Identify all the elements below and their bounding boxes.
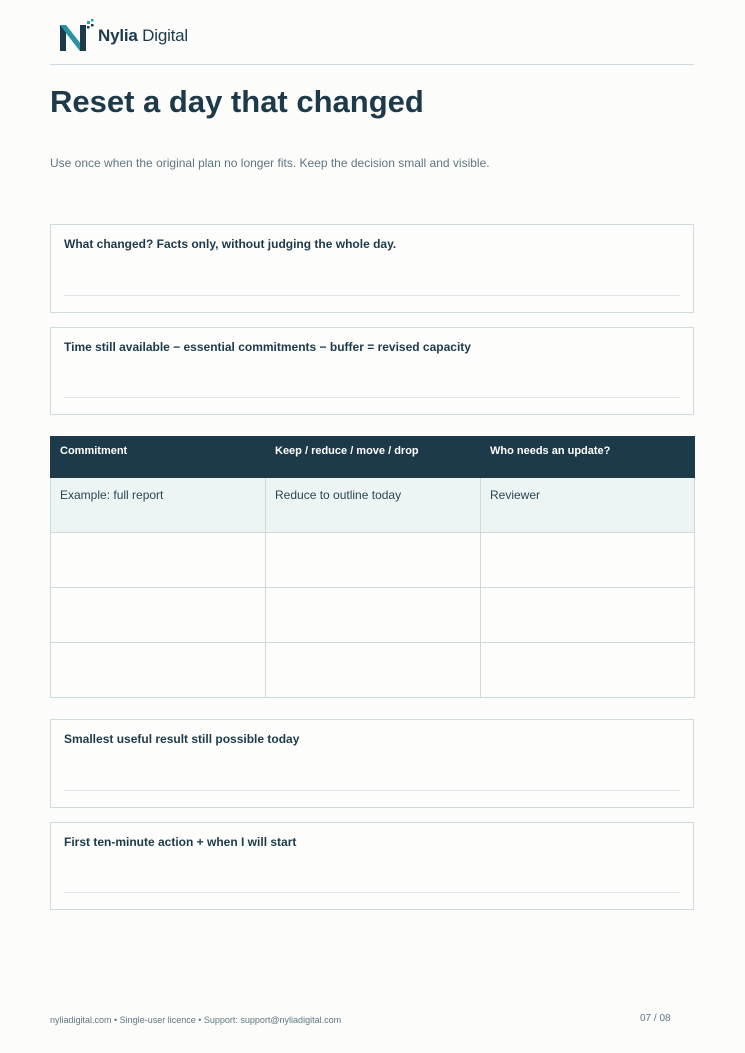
first-action-writing-line: [64, 892, 680, 893]
revised-capacity-box[interactable]: [50, 327, 694, 415]
header-decision: Keep / reduce / move / drop: [266, 437, 481, 478]
decision-cell[interactable]: [266, 533, 481, 588]
revised-capacity-writing-line: [64, 397, 680, 398]
brand-name-light: Digital: [137, 26, 189, 45]
first-action-box[interactable]: [50, 822, 694, 910]
brand-logo: [58, 18, 198, 54]
smallest-result-writing-line: [64, 790, 680, 791]
who-cell[interactable]: [481, 643, 695, 698]
commitment-cell[interactable]: [51, 643, 266, 698]
what-changed-label: What changed? Facts only, without judging the whole day.: [64, 237, 397, 251]
footer-text: nyliadigital.com • Single-user licence • Support: support@nyliadigital.com: [50, 1015, 342, 1025]
decision-cell[interactable]: [266, 588, 481, 643]
what-changed-writing-line: [64, 295, 680, 296]
table-row: [51, 643, 695, 698]
brand-name-bold: Nylia: [98, 26, 138, 45]
table-header-row: [51, 437, 695, 478]
example-who-cell: Reviewer: [481, 478, 695, 533]
who-cell[interactable]: [481, 533, 695, 588]
page-number: 07 / 08: [640, 1013, 671, 1024]
table-row: [51, 533, 695, 588]
table-row-example: [51, 478, 695, 533]
commitment-cell[interactable]: [51, 588, 266, 643]
brand-name: [98, 26, 188, 46]
commitment-cell[interactable]: [51, 533, 266, 588]
header-who-update: Who needs an update?: [481, 437, 695, 478]
example-commitment-cell: Example: full report: [51, 478, 266, 533]
header-divider: [50, 64, 694, 65]
page-subtitle: Use once when the original plan no longer fits. Keep the decision small and visible.: [50, 156, 490, 170]
header-commitment: Commitment: [51, 437, 266, 478]
page-title: Reset a day that changed: [50, 84, 424, 119]
decision-cell[interactable]: [266, 643, 481, 698]
smallest-result-label: Smallest useful result still possible today: [64, 732, 300, 746]
what-changed-box[interactable]: [50, 224, 694, 313]
nylia-logo-icon: [58, 19, 94, 53]
commitments-table: [50, 436, 695, 698]
revised-capacity-label: Time still available − essential commitments − buffer = revised capacity: [64, 340, 471, 354]
example-decision-cell: Reduce to outline today: [266, 478, 481, 533]
table-row: [51, 588, 695, 643]
smallest-result-box[interactable]: [50, 719, 694, 808]
who-cell[interactable]: [481, 588, 695, 643]
first-action-label: First ten-minute action + when I will start: [64, 835, 297, 849]
